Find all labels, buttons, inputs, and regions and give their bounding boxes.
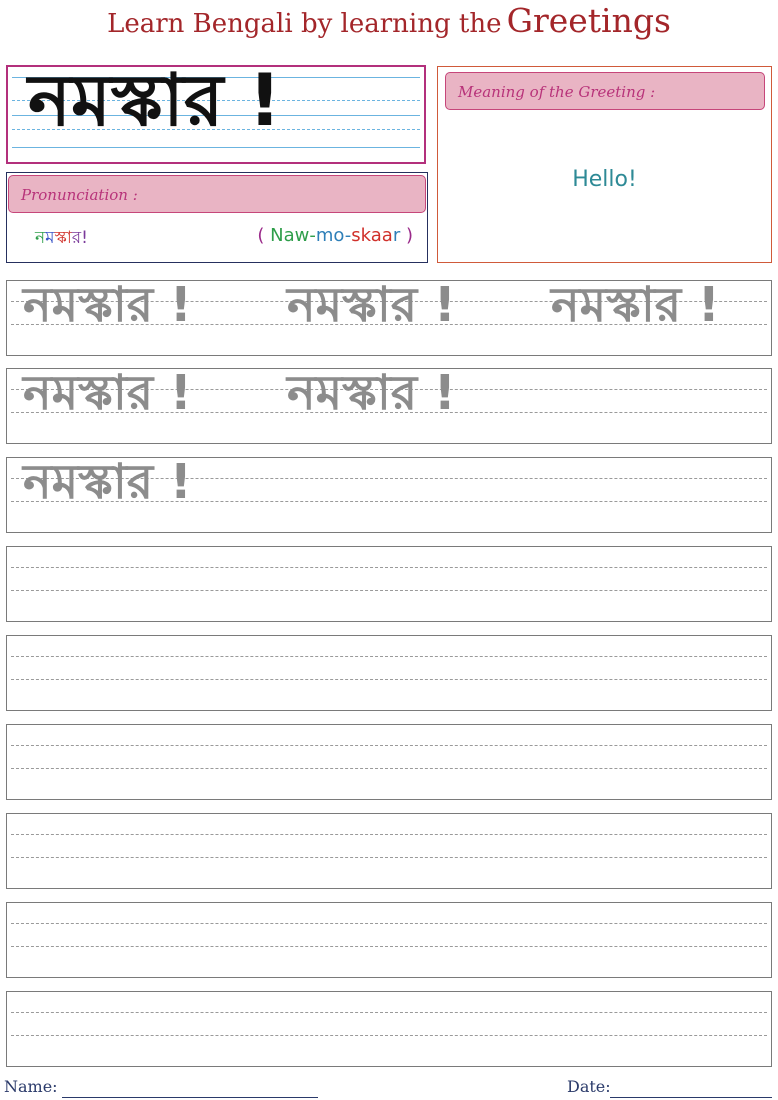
- trace-word: নমস্কার !: [23, 368, 192, 421]
- open-paren: (: [257, 225, 265, 246]
- trace-word: নমস্কার !: [551, 280, 720, 333]
- practice-row[interactable]: [6, 368, 772, 444]
- syllable: Naw-: [270, 225, 316, 246]
- title-emphasis: Greetings: [506, 1, 671, 40]
- practice-row[interactable]: [6, 457, 772, 533]
- bengali-part: ম: [45, 228, 55, 248]
- pronunciation-label: Pronunciation :: [8, 175, 426, 213]
- title-prefix: Learn Bengali by learning the: [107, 9, 502, 39]
- pronunciation-box: [6, 172, 428, 263]
- dotted-guideline: [11, 923, 767, 924]
- meaning-label: Meaning of the Greeting :: [445, 72, 765, 110]
- bengali-part: ন: [35, 228, 46, 248]
- page-title: [0, 0, 778, 42]
- practice-row[interactable]: [6, 546, 772, 622]
- syllable: skaa: [351, 225, 393, 246]
- syllable: mo-: [315, 225, 352, 246]
- dotted-guideline: [11, 768, 767, 769]
- practice-row[interactable]: [6, 902, 772, 978]
- dotted-guideline: [11, 679, 767, 680]
- practice-row[interactable]: [6, 280, 772, 356]
- dotted-guideline: [11, 1012, 767, 1013]
- name-field[interactable]: [62, 1097, 318, 1098]
- dotted-guideline: [11, 946, 767, 947]
- dotted-guideline: [11, 745, 767, 746]
- dotted-guideline: [11, 567, 767, 568]
- practice-row[interactable]: [6, 635, 772, 711]
- dotted-guideline: [11, 590, 767, 591]
- bengali-part: র: [71, 228, 82, 248]
- dotted-guideline: [11, 1035, 767, 1036]
- word-box: [6, 65, 426, 164]
- pronunciation-latin: [257, 225, 413, 246]
- pronunciation-bengali: [35, 225, 88, 253]
- syllable: r: [392, 225, 401, 246]
- bengali-part: স্কা: [54, 228, 72, 248]
- trace-word: নমস্কার !: [23, 457, 192, 510]
- dotted-guideline: [11, 834, 767, 835]
- dotted-guideline: [11, 656, 767, 657]
- practice-row[interactable]: [6, 991, 772, 1067]
- date-field[interactable]: [610, 1097, 772, 1098]
- close-paren: ): [405, 225, 413, 246]
- practice-row[interactable]: [6, 813, 772, 889]
- practice-row[interactable]: [6, 724, 772, 800]
- footer: [0, 1074, 778, 1100]
- trace-word: নমস্কার !: [287, 368, 456, 421]
- trace-word: নমস্কার !: [23, 280, 192, 333]
- greeting-word: নমস্কার !: [28, 65, 282, 142]
- name-label: Name:: [4, 1077, 58, 1096]
- date-label: Date:: [567, 1077, 611, 1096]
- bengali-part: !: [81, 228, 88, 248]
- guideline: [12, 147, 420, 148]
- meaning-value: Hello!: [572, 167, 637, 192]
- meaning-box: [437, 66, 772, 263]
- trace-word: নমস্কার !: [287, 280, 456, 333]
- dotted-guideline: [11, 857, 767, 858]
